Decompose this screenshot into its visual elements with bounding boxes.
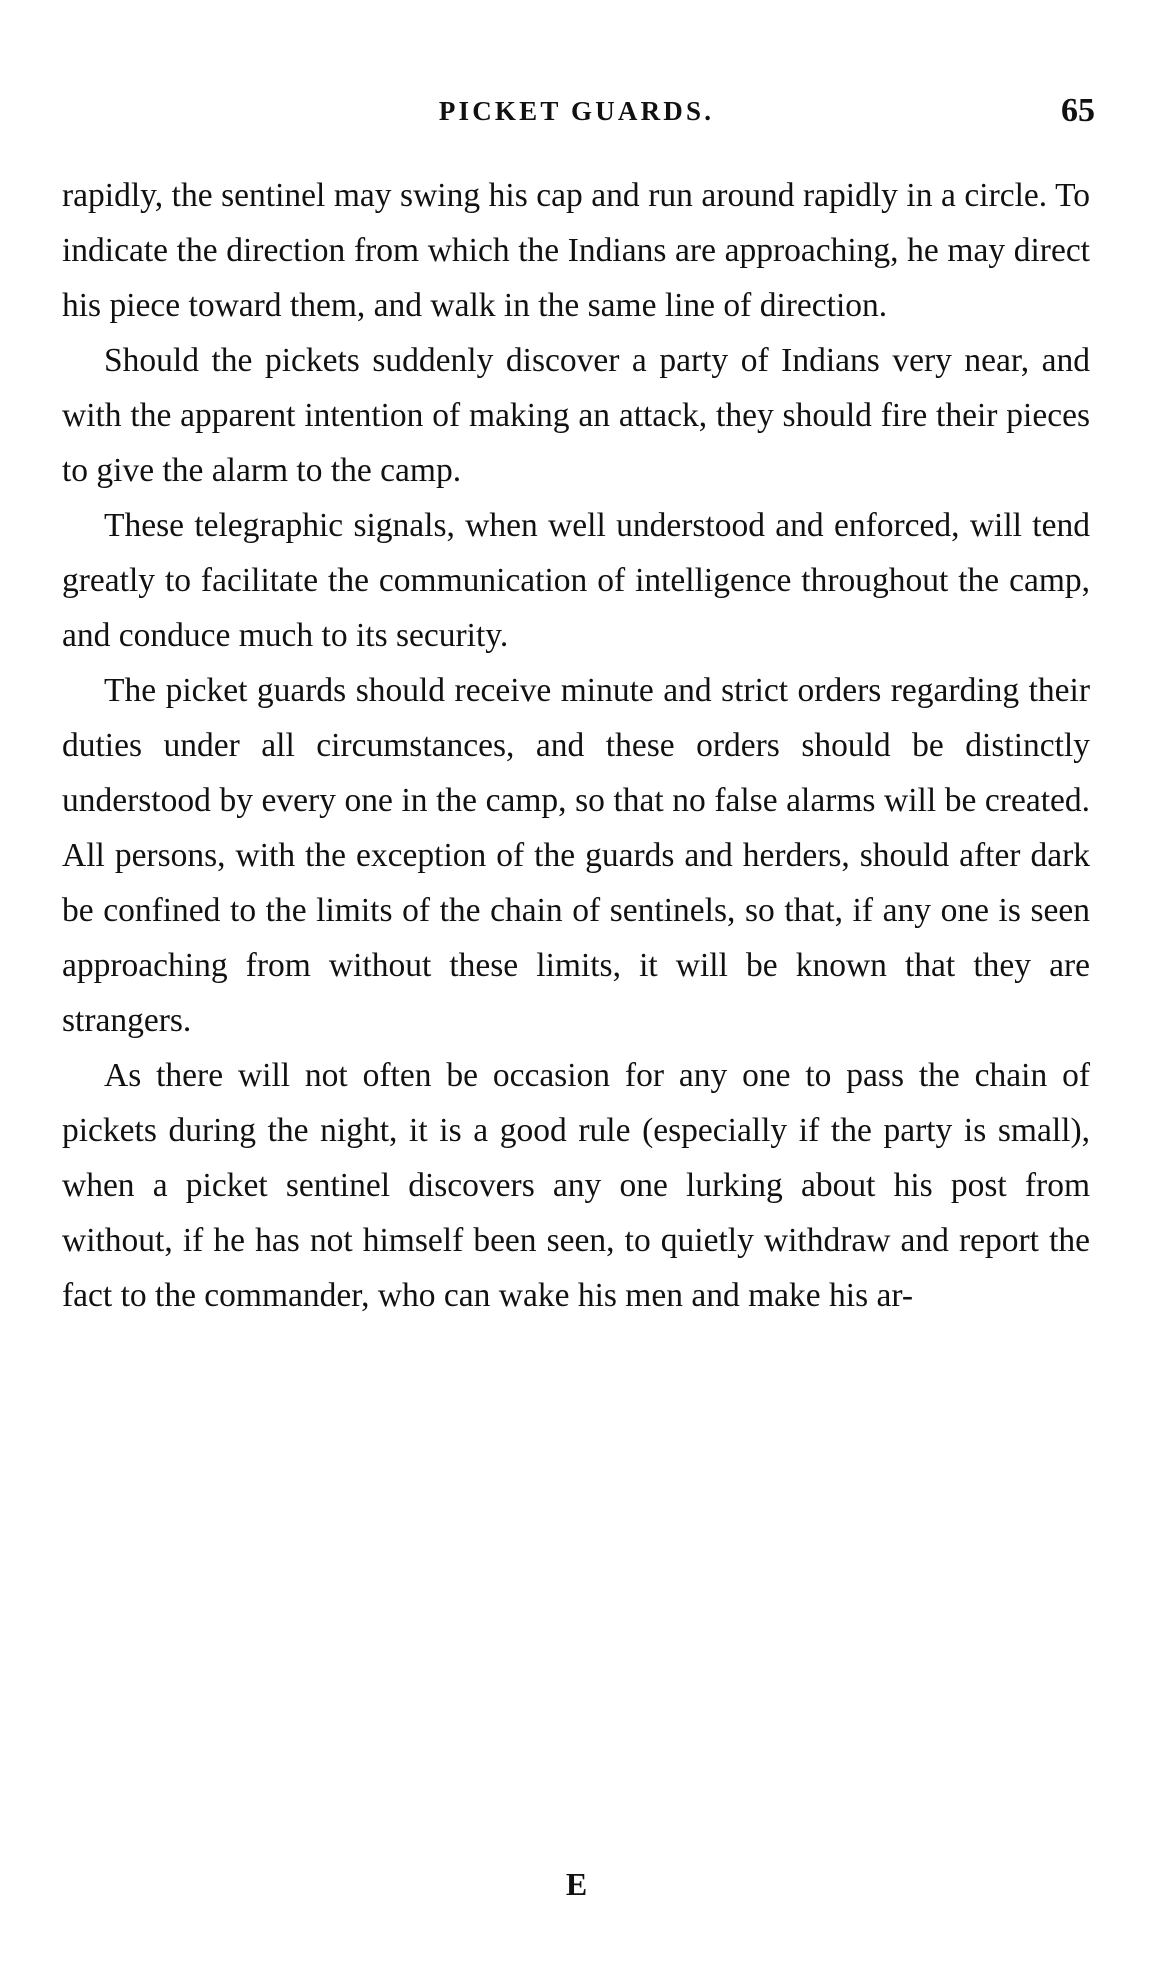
paragraph: rapidly, the sentinel may swing his cap and run around rapidly in a circle. To indicate the direction from which the Indians are approaching, he may direct his piece toward them, and walk in the same line of direction. xyxy=(62,177,1090,324)
running-head: PICKET GUARDS. xyxy=(438,96,715,126)
paragraph: As there will not often be occasion for any one to pass the chain of pickets during the night, it is a good rule (especially if the party is small), when a picket sentinel discovers any one lurking about his post from without, if he has not himself been seen, to quietly withdraw and report the fact to the commander, who can wake his men and make his ar- xyxy=(62,1057,1090,1314)
signature-mark: E xyxy=(565,1866,588,1902)
paragraph: These telegraphic signals, when well understood and enforced, will tend greatly to facilitate the communication of intelligence throughout the camp, and conduce much to its security. xyxy=(62,507,1090,654)
paragraph: The picket guards should receive minute and strict orders regarding their duties under all circumstances, and these orders should be distinctly understood by every one in the camp, so that no false alarms will be created. All persons, with the exception of the guards and herders, should after dark be confined to the limits of the chain of sentinels, so that, if any one is seen approaching from without these limits, it will be known that they are strangers. xyxy=(62,672,1090,1039)
page-number: 65 xyxy=(1061,92,1095,129)
body-text xyxy=(62,168,1090,1323)
paragraph: Should the pickets suddenly discover a party of Indians very near, and with the apparent intention of making an attack, they should fire their pieces to give the alarm to the camp. xyxy=(62,342,1090,489)
page-header xyxy=(0,92,1153,136)
